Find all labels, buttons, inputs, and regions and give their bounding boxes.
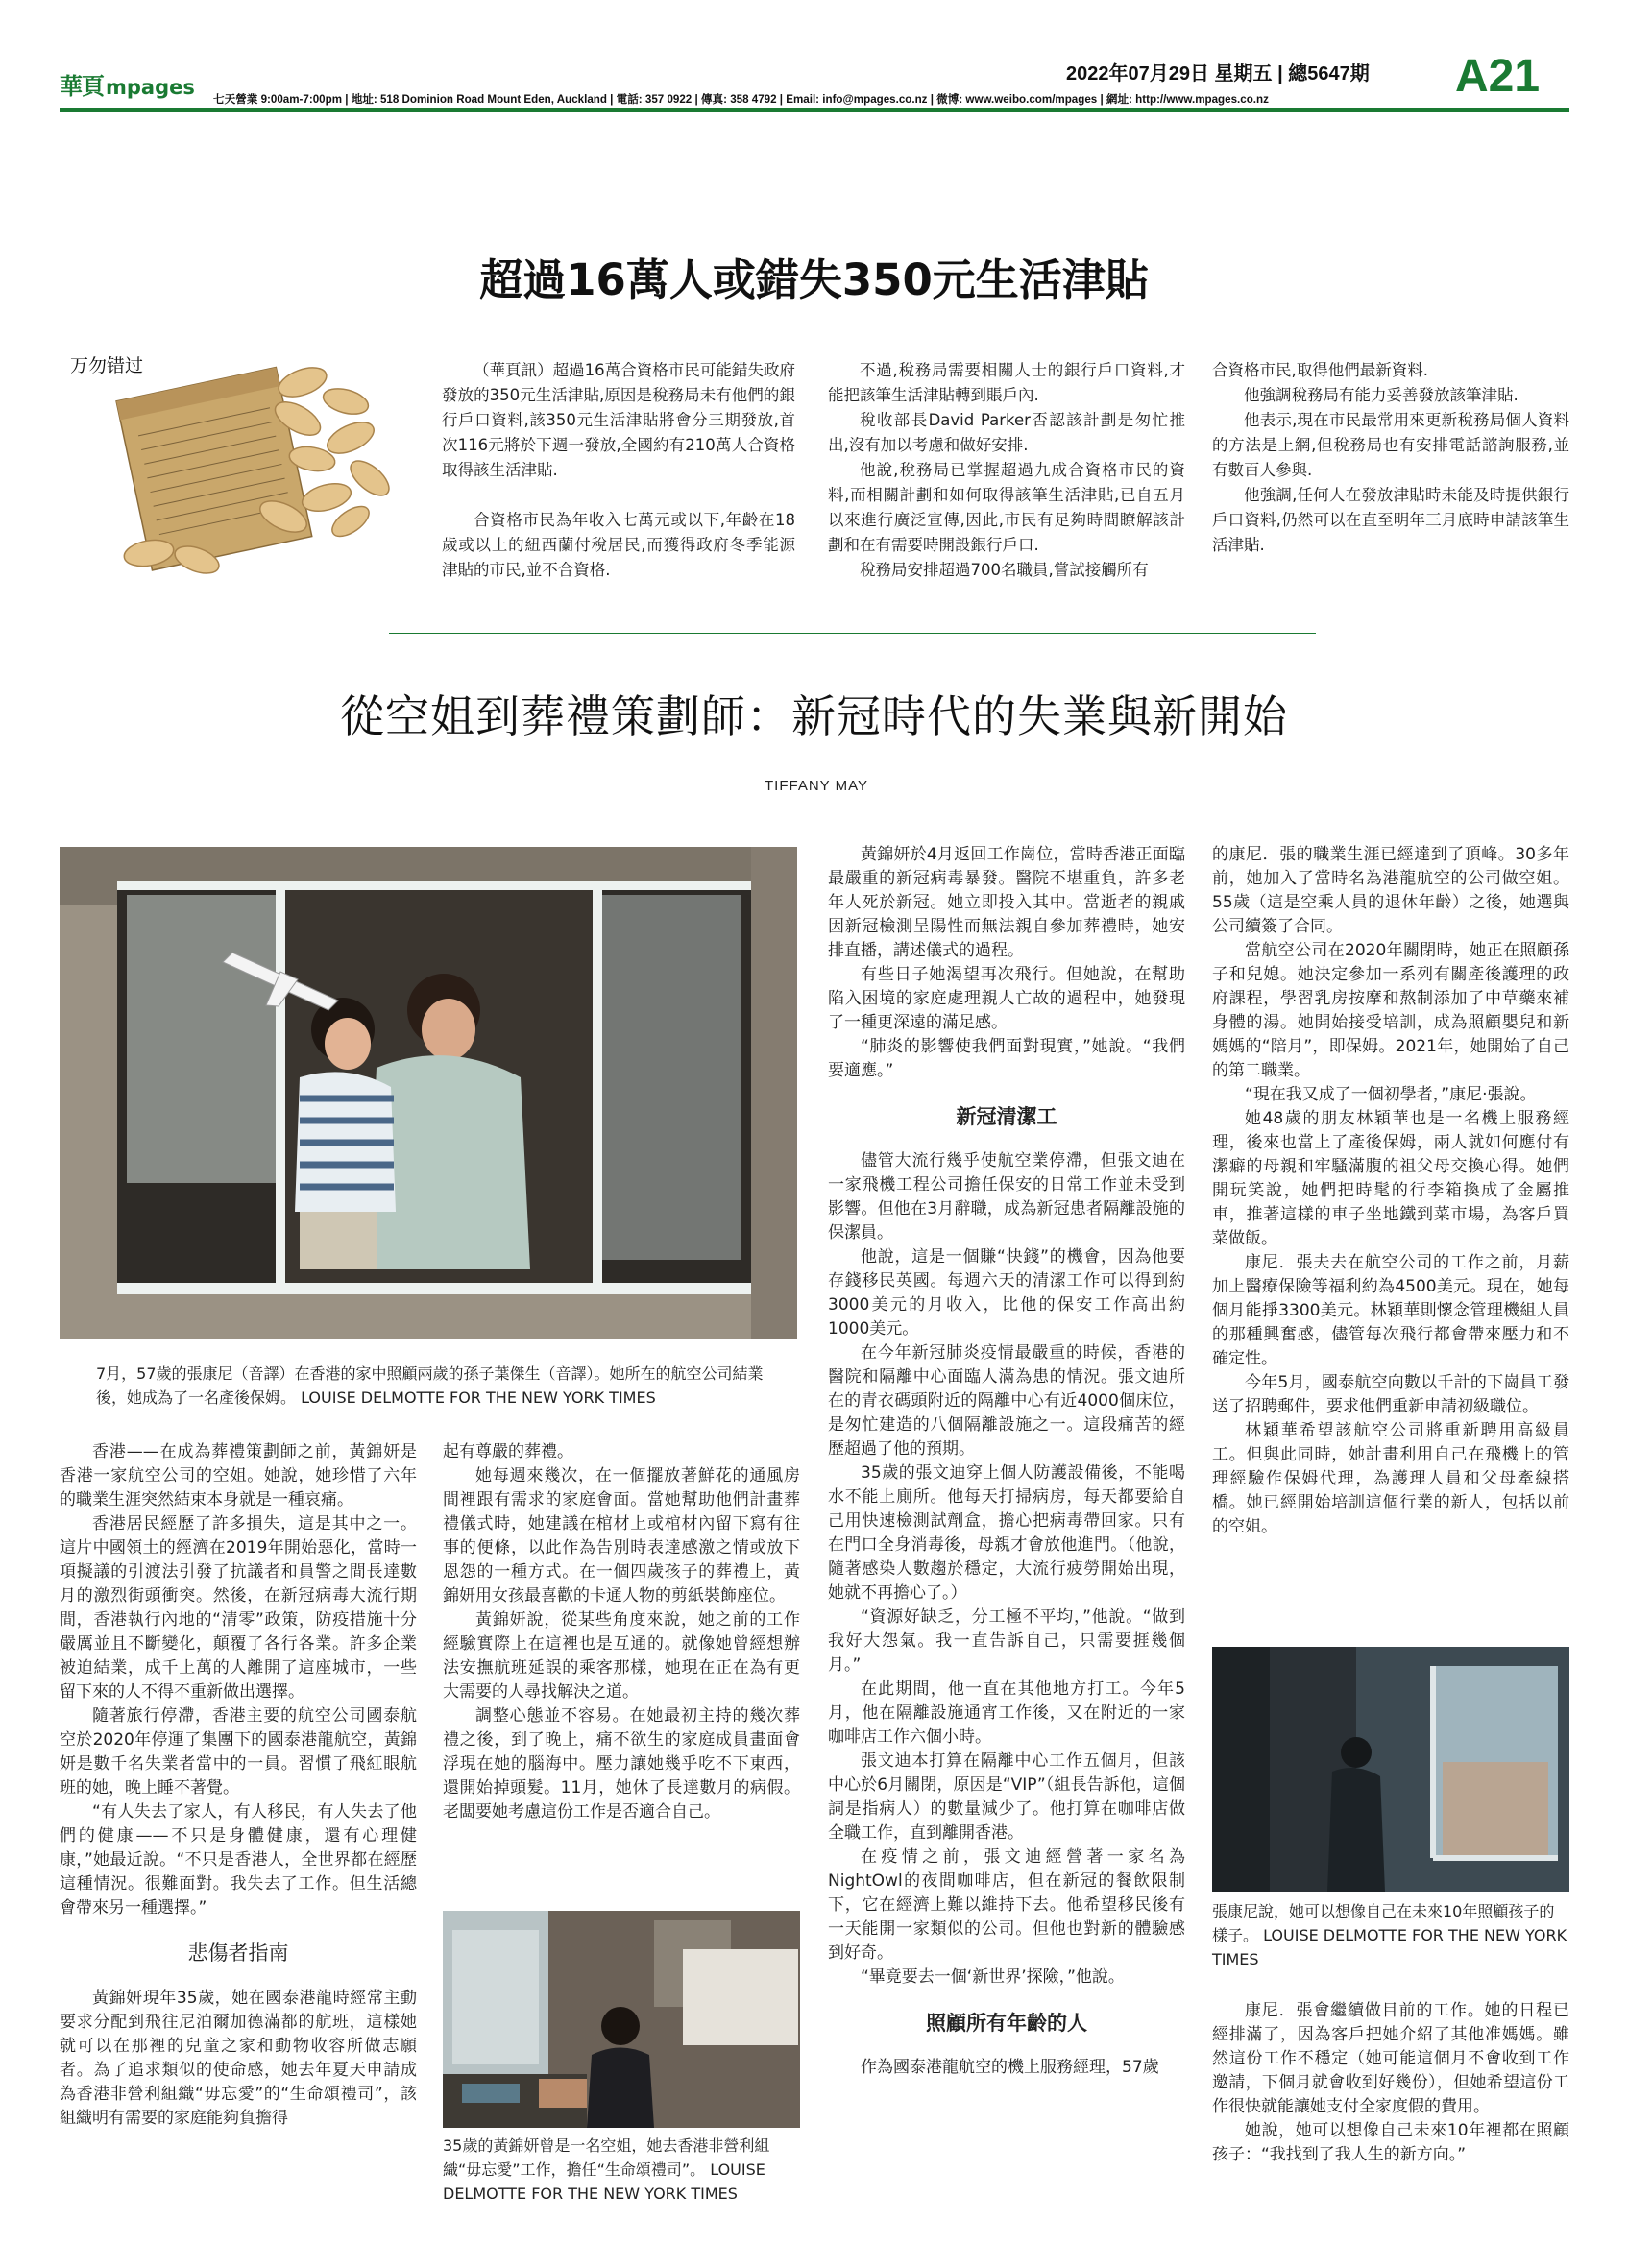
photo-window-grandson-art xyxy=(60,847,797,1339)
paragraph: 香港居民經歷了許多損失，這是其中之一。這片中國領土的經濟在2019年開始惡化，當時一項擬議的引渡法引發了抗議者和員警之間長達數月的激烈街頭衝突。然後，在新冠病毒大流行期間，香港執行內地的“清零”政策，防疫措施十分嚴厲並且不斷變化，顛覆了各行各業。許多企業被迫結業，成千上萬的人離開了這座城市，一些留下來的人不得不重新做出選擇。 xyxy=(60,1514,417,1701)
article2-colB xyxy=(443,1440,800,1824)
paragraph: “資源好缺乏，分工極不平均，”他說。“做到我好大怨氣。我一直告訴自己，只需要捱幾個月。” xyxy=(828,1607,1185,1675)
photo-window-grandson xyxy=(60,847,797,1339)
paragraph: （華頁訊）超過16萬合資格市民可能錯失政府發放的350元生活津貼,原因是稅務局未有他們的銀行戶口資料,該350元生活津貼將會分三期發放,首次116元將於下週一發放,全國約有210萬人合資格取得該生活津貼. xyxy=(442,361,795,479)
article1-col3 xyxy=(1212,358,1569,558)
paragraph: 當航空公司在2020年關閉時，她正在照顧孫子和兒媳。她決定參加一系列有關產後護理的政府課程，學習乳房按摩和熬制添加了中草藥來補身體的湯。她開始接受培訓，成為照顧嬰兒和新媽媽的“陪月”，即保姆。2021年，她開始了自己的第二職業。 xyxy=(1212,941,1569,1080)
paragraph: “現在我又成了一個初學者，”康尼·張說。 xyxy=(1245,1085,1537,1104)
paragraph: 他強調稅務局有能力妥善發放該筆津貼. xyxy=(1244,386,1519,404)
photo3-caption: 張康尼說，她可以想像自己在未來10年照顧孩子的樣子。 LOUISE DELMOTTE FOR THE NEW YORK TIMES xyxy=(1212,1902,1567,1968)
paragraph: 隨著旅行停滯，香港主要的航空公司國泰航空於2020年停運了集團下的國泰港龍航空，黃錦妍是數千名失業者當中的一員。習慣了飛紅眼航班的她，晚上睡不著覺。 xyxy=(60,1706,417,1798)
article2-colC xyxy=(828,843,1185,2080)
photo-connie-window xyxy=(1212,1647,1569,1892)
paragraph: 香港——在成為葬禮策劃師之前，黃錦妍是香港一家航空公司的空姐。她說，她珍惜了六年的職業生涯突然結束本身就是一種哀痛。 xyxy=(60,1442,417,1509)
byline: TIFFANY MAY xyxy=(765,778,868,794)
paragraph: 稅務局安排超過700名職員,嘗試接觸所有 xyxy=(860,561,1149,579)
paragraph: 他說,稅務局已掌握超過九成合資格市民的資料,而相關計劃和如何取得該筆生活津貼,已自五月以來進行廣泛宣傳,因此,市民有足夠時間瞭解該計劃和在有需要時開設銀行戶口. xyxy=(828,461,1185,554)
paragraph: 張文迪本打算在隔離中心工作五個月，但該中心於6月關閉，原因是“VIP”（組長告訴他，這個詞是指病人）的數量減少了。他打算在咖啡店做全職工作，直到離開香港。 xyxy=(828,1751,1185,1843)
paragraph: 有些日子她渴望再次飛行。但她說，在幫助陷入困境的家庭處理親人亡故的過程中，她發現了一種更深遠的滿足感。 xyxy=(828,965,1185,1032)
subheading-grief-guide: 悲傷者指南 xyxy=(187,1942,289,1965)
paragraph: 她說，她可以想像自己未來10年裡都在照顧孩子：“我找到了我人生的新方向。” xyxy=(1212,2121,1569,2164)
photo1-caption: 7月，57歲的張康尼（音譯）在香港的家中照顧兩歲的孫子葉傑生（音譯）。她所在的航空公司結業後，她成為了一名產後保姆。 LOUISE DELMOTTE FOR THE NEW YORK TIMES xyxy=(96,1364,764,1407)
photo-funeral-planner xyxy=(443,1911,800,2128)
paragraph: 康尼．張夫去在航空公司的工作之前，月薪加上醫療保險等福利約為4500美元。現在，她每個月能掙3300美元。林穎華則懷念管理機組人員的那種興奮感，儘管每次飛行都會帶來壓力和不確定性。 xyxy=(1212,1253,1569,1368)
paragraph: 黃錦妍說，從某些角度來說，她之前的工作經驗實際上在這裡也是互通的。就像她曾經想辦法安撫航班延誤的乘客那樣，她現在正在為有更大需要的人尋找解決之道。 xyxy=(443,1610,800,1701)
paragraph: 合資格市民,取得他們最新資料. xyxy=(1212,361,1428,379)
paragraph: 起有尊嚴的葬禮。 xyxy=(443,1442,573,1461)
paragraph: 在疫情之前，張文迪經營著一家名為NightOwl的夜間咖啡店，但在新冠的餐飲限制下，它在經濟上難以維持下去。他希望移民後有一天能開一家類似的公司。但他也對新的體驗感到好奇。 xyxy=(828,1847,1185,1963)
peanuts-envelope-illustration xyxy=(62,344,408,579)
article1-col1 xyxy=(442,358,795,583)
paragraph: 稅收部長David Parker否認該計劃是匆忙推出,沒有加以考慮和做好安排. xyxy=(828,411,1185,454)
article2-title: 從空姐到葬禮策劃師：新冠時代的失業與新開始 xyxy=(340,690,1288,742)
subheading-covid-cleaner: 新冠清潔工 xyxy=(956,1104,1057,1128)
paragraph: 調整心態並不容易。在她最初主持的幾次葬禮之後，到了晚上，痛不欲生的家庭成員畫面會浮現在她的腦海中。壓力讓她幾乎吃不下東西，還開始掉頭髮。11月，她休了長達數月的病假。老闆要她考慮這份工作是否適合自己。 xyxy=(443,1706,800,1822)
header-rule xyxy=(60,108,1569,112)
paragraph: “畢竟要去一個‘新世界’探險，”他說。 xyxy=(861,1967,1125,1987)
article2-colA xyxy=(60,1440,417,2131)
article1-title: 超過16萬人或錯失350元生活津貼 xyxy=(479,254,1149,305)
article2-colD-tail xyxy=(1212,1999,1569,2167)
paragraph: 在此期間，他一直在其他地方打工。今年5月，他在隔離設施通宵工作後，又在附近的一家咖啡店工作六個小時。 xyxy=(828,1679,1185,1747)
ad-peanut-envelope xyxy=(62,344,408,579)
ad-caption: 万勿错过 xyxy=(70,355,144,376)
page-number: A21 xyxy=(1455,51,1541,102)
logo-cn: 華頁 xyxy=(60,72,104,100)
paragraph: 合資格市民為年收入七萬元或以下,年齡在18歲或以上的紐西蘭付稅居民,而獲得政府冬季能源津貼的市民,並不合資格. xyxy=(442,511,795,579)
paragraph: 35歲的張文迪穿上個人防護設備後，不能喝水不能上廁所。他每天打掃病房，每天都要給自己用快速檢測試劑盒，擔心把病毒帶回家。只有在門口全身消毒後，母親才會放他進門。（他說，隨著感染人數趨於穩定，大流行疲勞開始出現，她就不再擔心了。） xyxy=(828,1463,1185,1603)
paragraph: 在今年新冠肺炎疫情最嚴重的時候，香港的醫院和隔離中心面臨人滿為患的情況。張文迪所在的青衣碼頭附近的隔離中心有近4000個床位，是匆忙建造的八個隔離設施之一。這段痛苦的經歷超過了他的預期。 xyxy=(828,1343,1185,1459)
contact-info: 七天營業 9:00am-7:00pm | 地址: 518 Dominion Road Mount Eden, Auckland | 電話: 357 0922 | 傳真: 358 4792 | Email: info@mpages.co.nz | 微博: www.weibo.com/mpages | 網址: http://www.mpages.co.nz xyxy=(213,93,1269,106)
paragraph: 今年5月，國泰航空向數以千計的下崗員工發送了招聘郵件，要求他們重新申請初級職位。 xyxy=(1212,1373,1569,1416)
article2-colD xyxy=(1212,843,1569,1539)
paragraph: 黃錦妍於4月返回工作崗位，當時香港正面臨最嚴重的新冠病毒暴發。醫院不堪重負，許多老年人死於新冠。她立即投入其中。當逝者的親戚因新冠檢測呈陽性而無法親自參加葬禮時，她安排直播，講述儀式的過程。 xyxy=(828,845,1185,960)
paragraph: “肺炎的影響使我們面對現實，”她說。“我們要適應。” xyxy=(828,1037,1185,1080)
paragraph: 林穎華希望該航空公司將重新聘用高級員工。但與此同時，她計畫利用自己在飛機上的管理經驗作保姆代理，為護理人員和父母牽線搭橋。她已經開始培訓這個行業的新人，包括以前的空姐。 xyxy=(1212,1421,1569,1536)
masthead-logo xyxy=(60,67,204,106)
paragraph: 不過,稅務局需要相關人士的銀行戶口資料,才能把該筆生活津貼轉到賬戶內. xyxy=(828,361,1185,404)
paragraph: 黃錦妍現年35歲，她在國泰港龍時經常主動要求分配到飛往尼泊爾加德滿都的航班，這樣她就可以在那裡的兒童之家和動物收容所做志願者。為了追求類似的使命感，她去年夏天申請成為香港非營利組織“毋忘愛”的“生命頌禮司”，該組織明有需要的家庭能夠負擔得 xyxy=(60,1989,417,2128)
issue-date: 2022年07月29日 星期五 | 總5647期 xyxy=(1066,63,1370,84)
paragraph: 康尼．張會繼續做目前的工作。她的日程已經排滿了，因為客戶把她介紹了其他准媽媽。雖然這份工作不穩定（她可能這個月不會收到工作邀請，下個月就會收到好幾份），但她希望這份工作很快就能讓她支付全家度假的費用。 xyxy=(1212,2001,1569,2116)
photo-connie-window-art xyxy=(1212,1647,1569,1892)
paragraph: 他表示,現在市民最常用來更新稅務局個人資料的方法是上網,但稅務局也有安排電話諮詢服務,並有數百人參與. xyxy=(1212,411,1569,479)
photo-funeral-planner-art xyxy=(443,1911,800,2128)
paragraph: 她48歲的朋友林穎華也是一名機上服務經理，後來也當上了產後保姆，兩人就如何應付有潔癖的母親和牢騷滿腹的祖父母交換心得。她們開玩笑說，她們把時髦的行李箱換成了金屬推車，推著這樣的車子坐地鐵到菜市場，為客戶買菜做飯。 xyxy=(1212,1109,1569,1248)
paragraph: “有人失去了家人，有人移民，有人失去了他們的健康——不只是身體健康，還有心理健康，”她最近說。“不只是香港人，全世界都在經歷這種情況。很難面對。我失去了工作。但生活總會帶來另一種選擇。” xyxy=(60,1802,417,1918)
paragraph: 她每週來幾次，在一個擺放著鮮花的通風房間裡跟有需求的家庭會面。當她幫助他們計畫葬禮儀式時，她建議在棺材上或棺材內留下寫有往事的便條，以此作為告別時表達感激之情或放下恩怨的一種方式。在一個四歲孩子的葬禮上，黃錦妍用女孩最喜歡的卡通人物的剪紙裝飾座位。 xyxy=(443,1466,800,1605)
photo2-caption: 35歲的黃錦妍曾是一名空姐，她去香港非營利組織“毋忘愛”工作，擔任“生命頌禮司”。 LOUISE DELMOTTE FOR THE NEW YORK TIMES xyxy=(443,2136,770,2203)
logo-en: mpages xyxy=(106,76,195,99)
subheading-all-ages: 照顧所有年齡的人 xyxy=(926,2011,1087,2035)
article1-col2 xyxy=(828,358,1185,583)
paragraph: 作為國泰港龍航空的機上服務經理，57歲 xyxy=(861,2058,1159,2077)
paragraph: 儘管大流行幾乎使航空業停滯，但張文迪在一家飛機工程公司擔任保安的日常工作並未受到影響。但他在3月辭職，成為新冠患者隔離設施的保潔員。 xyxy=(828,1151,1185,1243)
section-divider xyxy=(389,633,1316,634)
paragraph: 他強調,任何人在發放津貼時未能及時提供銀行戶口資料,仍然可以在直至明年三月底時申請該筆生活津貼. xyxy=(1212,486,1569,554)
paragraph: 他說，這是一個賺“快錢”的機會，因為他要存錢移民英國。每週六天的清潔工作可以得到約3000美元的月收入，比他的保安工作高出約1000美元。 xyxy=(828,1247,1185,1339)
paragraph: 的康尼．張的職業生涯已經達到了頂峰。30多年前，她加入了當時名為港龍航空的公司做空姐。55歲（這是空乘人員的退休年齡）之後，她選與公司續簽了合同。 xyxy=(1212,845,1569,936)
